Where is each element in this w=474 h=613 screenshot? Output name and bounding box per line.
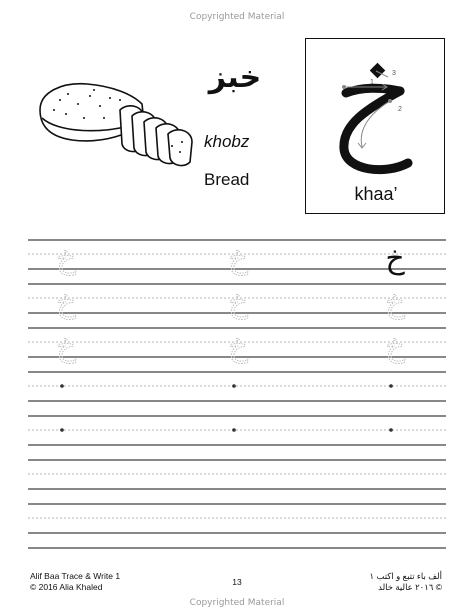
copyright-notice-bottom: Copyrighted Material — [189, 598, 285, 608]
stroke-number-1: 1 — [370, 79, 374, 86]
start-dot — [60, 384, 64, 388]
arabic-word: خبز — [208, 60, 262, 95]
stroke-number-3: 3 — [392, 70, 396, 77]
trace-glyph: خ — [385, 285, 405, 320]
trace-glyph: خ — [228, 329, 248, 364]
footer-book-title: Alif Baa Trace & Write 1 — [30, 571, 121, 581]
model-glyph: خ — [385, 241, 405, 276]
footer-right-arabic — [369, 571, 442, 593]
trace-glyph: خ — [56, 241, 76, 276]
copyright-notice-top: Copyrighted Material — [189, 12, 285, 22]
trace-glyph: خ — [228, 241, 248, 276]
word-english: Bread — [204, 170, 250, 189]
start-dot — [60, 428, 64, 432]
start-dots — [60, 384, 393, 432]
trace-glyphs — [56, 241, 405, 364]
stroke-number-2: 2 — [398, 106, 402, 113]
trace-glyph: خ — [56, 285, 76, 320]
start-dot — [389, 384, 393, 388]
trace-glyph: خ — [56, 329, 76, 364]
start-dot — [232, 428, 236, 432]
footer-book-title-arabic: ألف باء تتبع و اكتب ١ — [369, 571, 442, 581]
footer-copyright: © 2016 Alia Khaled — [30, 582, 103, 592]
start-dot — [389, 428, 393, 432]
start-dot — [232, 384, 236, 388]
footer-copyright-arabic: © ٢٠١٦ عالية خالد — [378, 582, 442, 592]
trace-glyph: خ — [228, 285, 248, 320]
page-number: 13 — [232, 577, 242, 587]
letter-name: khaa’ — [354, 184, 398, 204]
word-transliteration: khobz — [204, 132, 250, 151]
trace-glyph: خ — [385, 329, 405, 364]
